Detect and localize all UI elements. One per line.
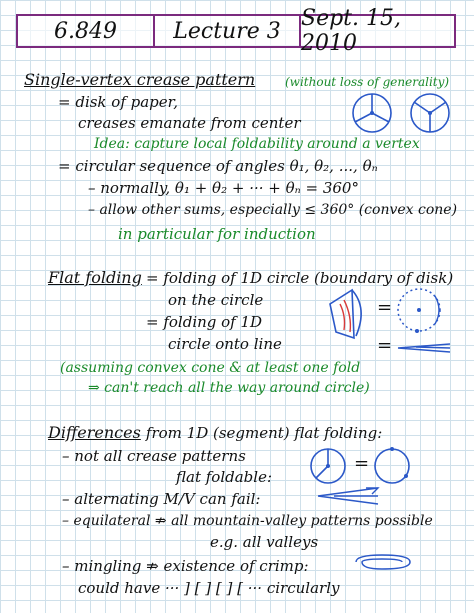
idea-line: Idea: capture local foldability around a vertex <box>94 136 420 152</box>
normally-line: – normally, θ₁ + θ₂ + ··· + θₙ = 360° <box>88 179 359 197</box>
induction-line: in particular for induction <box>118 225 316 243</box>
lecture-number: Lecture 3 <box>155 16 301 46</box>
flat-folding-def-2: on the circle <box>168 291 264 309</box>
flat-folding-def-1: = folding of 1D circle (boundary of disk) <box>146 269 454 287</box>
differences-heading <box>48 423 382 443</box>
not-foldable-circle-a <box>308 446 348 486</box>
equals-sign-diff: = <box>354 453 370 474</box>
diff-item-equilateral: – equilateral ⇏ all mountain-valley patterns possible <box>62 513 433 529</box>
not-foldable-circle-b <box>372 446 412 486</box>
circle-boundary-figure <box>395 286 443 334</box>
equals-sign-line: = <box>377 335 393 356</box>
diff-item-all-valleys: e.g. all valleys <box>210 533 319 551</box>
angles-line: = circular sequence of angles θ₁, θ₂, ..., θₙ <box>58 157 378 175</box>
flat-folding-def-4: circle onto line <box>168 335 282 353</box>
diff-item-not-all: – not all crease patterns <box>62 447 246 465</box>
disk-creases-figure <box>350 90 460 140</box>
disk-line: = disk of paper, <box>58 93 178 111</box>
diff-item-alternating: – alternating M/V can fail: <box>62 490 261 508</box>
section-title-single-vertex: Single-vertex crease pattern <box>24 70 256 89</box>
equals-sign-circle: = <box>377 297 393 318</box>
differences-title: Differences <box>48 423 141 442</box>
diff-item-mingling: – mingling ⇏ existence of crimp: <box>62 557 309 575</box>
diff-item-crimp: could have ··· ] [ ] [ ] [ ··· circularly <box>78 579 340 597</box>
creases-line: creases emanate from center <box>78 114 301 132</box>
flat-folding-def-3: = folding of 1D <box>146 313 263 331</box>
convex-cone-note-1: (assuming convex cone & at least one fold <box>60 360 361 376</box>
diff-item-flat-foldable: flat foldable: <box>176 468 272 486</box>
section-title-flat-folding: Flat folding <box>48 268 142 287</box>
convex-cone-note-2: ⇒ can't reach all the way around circle) <box>88 380 370 396</box>
folded-circle-figure <box>322 286 377 341</box>
course-number: 6.849 <box>18 16 155 46</box>
alternating-fail-figure <box>316 484 382 508</box>
other-sums-line: – allow other sums, especially ≤ 360° (convex cone) <box>88 202 458 218</box>
differences-subtitle: from 1D (segment) flat folding: <box>145 424 383 442</box>
generality-note: (without loss of generality) <box>285 75 450 89</box>
folded-line-figure <box>396 338 452 358</box>
crimp-spiral-figure <box>352 552 414 572</box>
lecture-header <box>16 6 456 56</box>
lecture-date: Sept. 15, 2010 <box>301 6 401 56</box>
